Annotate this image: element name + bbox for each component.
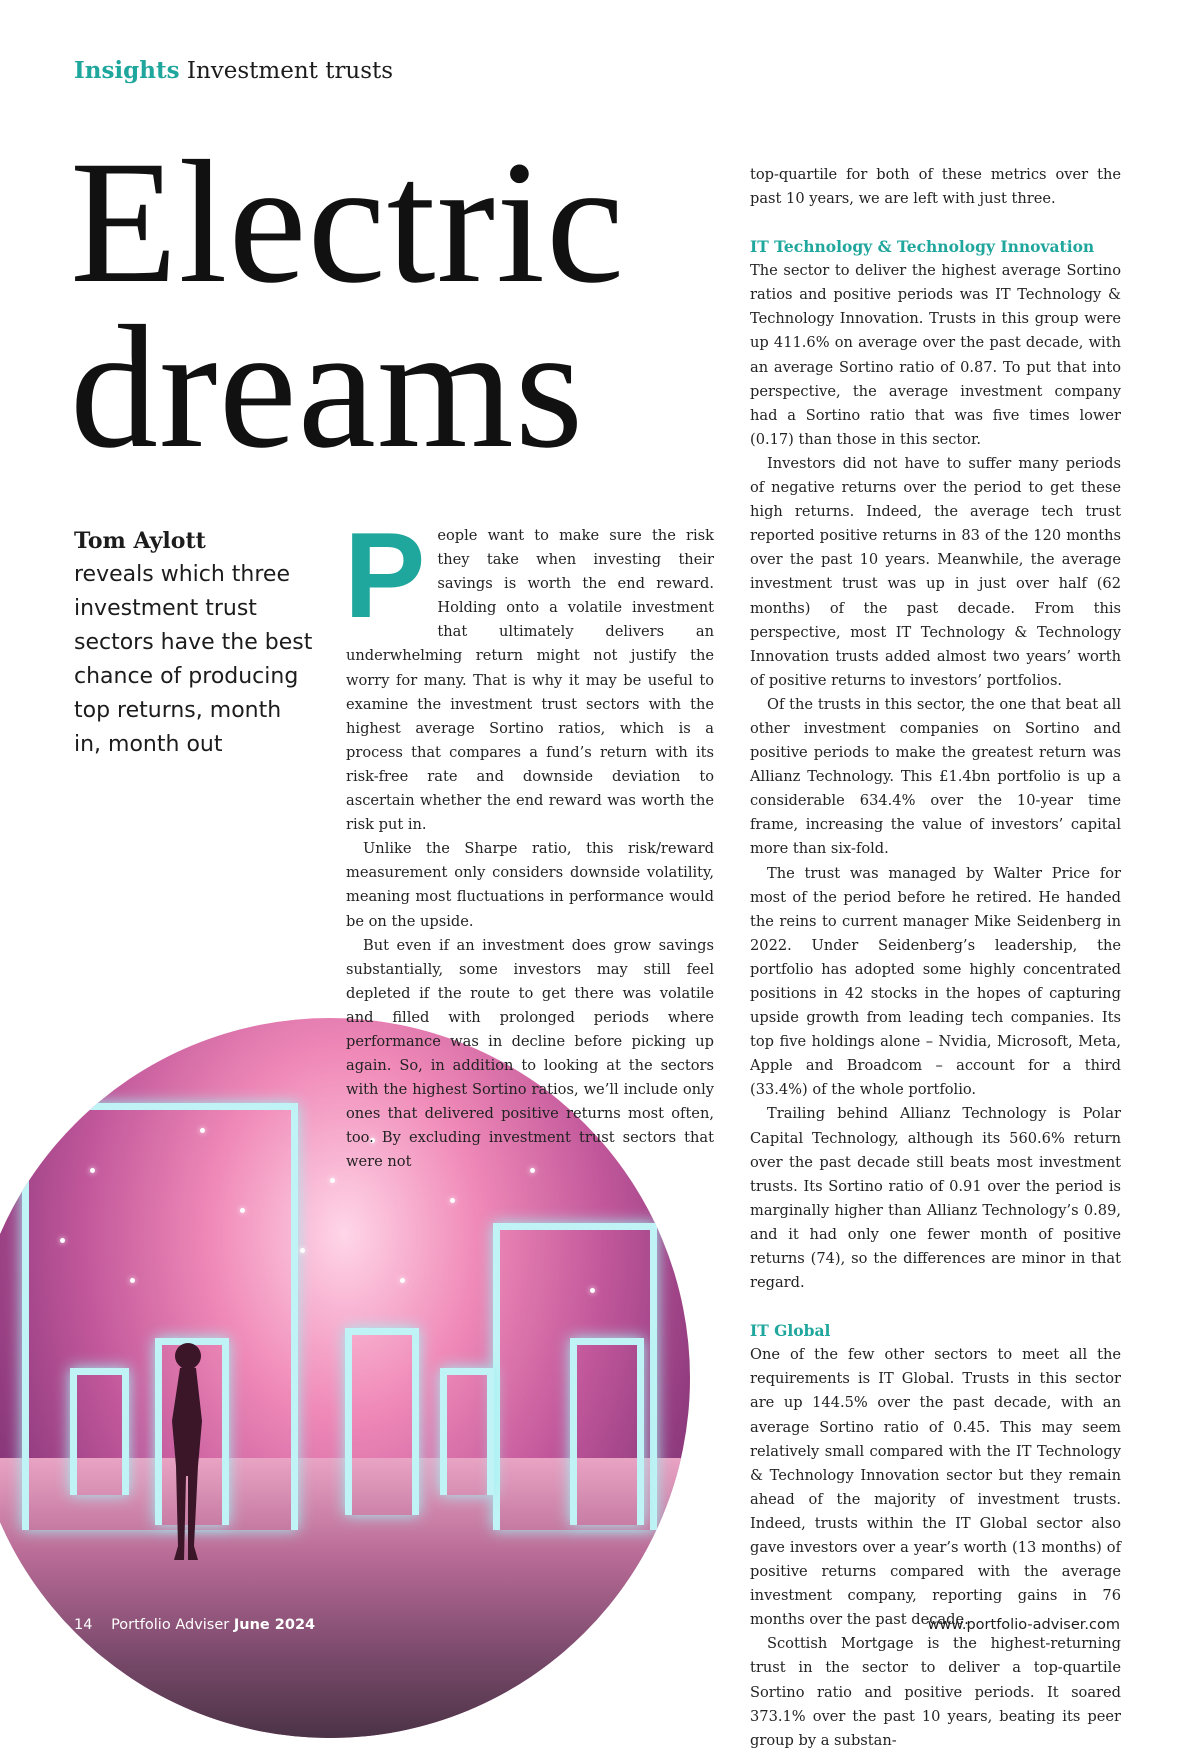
footer-publication	[74, 1617, 315, 1633]
neon-frame-small-3	[570, 1338, 644, 1525]
sparkle	[200, 1128, 205, 1133]
sparkle	[300, 1248, 305, 1253]
sparkle	[590, 1288, 595, 1293]
sparkle	[240, 1208, 245, 1213]
body-paragraph: Trailing behind Allianz Technology is Polar Capital Technology, although its 560.6% return over the past decade still beats most investment trusts. Its Sortino ratio of 0.91 over the period is marginally higher than Allianz Technology’s 0.89, and it had only one fewer month of positive returns (74), so the differences are minor in that regard.	[750, 1105, 1121, 1292]
issue-date: June 2024	[233, 1617, 316, 1633]
body-paragraph: Unlike the Sharpe ratio, this risk/reward measurement only considers downside volatility, meaning most fluctuations in performance would be on the upside.	[346, 840, 714, 930]
body-paragraph: Scottish Mortgage is the highest-returning trust in the sector to deliver a top-quartile Sortino ratio and positive periods. It soared 373.1% over the past 10 years, beating its peer group by a substan-	[750, 1635, 1121, 1749]
headline-line-1: Electric	[70, 125, 626, 320]
page-number: 14	[74, 1617, 93, 1633]
standfirst	[74, 524, 314, 762]
headline	[70, 125, 626, 485]
body-paragraph: top-quartile for both of these metrics over the past 10 years, we are left with just three.	[750, 166, 1121, 208]
standfirst-text: reveals which three investment trust sectors have the best chance of producing top returns, month in, month out	[74, 562, 313, 757]
body-paragraph: Of the trusts in this sector, the one that beat all other investment companies on Sortino and positive periods to make the greatest return was Allianz Technology. This £1.4bn portfolio is up a considerable 634.4% over the 10-year time frame, increasing the value of investors’ capital more than six-fold.	[750, 695, 1121, 858]
section-label	[74, 57, 393, 84]
subheading-it-global: IT Global	[750, 1321, 831, 1341]
body-paragraph: The trust was managed by Walter Price for most of the period before he retired. He handed the reins to current manager Mike Seidenberg in 2022. Under Seidenberg’s leadership, the portfolio has adopted some highly concentrated positions in 42 stocks in the hopes of capturing upside growth from leading tech companies. Its top five holdings alone – Nvidia, Microsoft, Meta, Apple and Broadcom – account for a third (33.4%) of the whole portfolio.	[750, 864, 1121, 1099]
publication-name: Portfolio Adviser	[111, 1617, 230, 1633]
sparkle	[130, 1278, 135, 1283]
footer-url[interactable]: www.portfolio-adviser.com	[927, 1617, 1120, 1633]
headline-line-2: dreams	[70, 290, 585, 485]
body-paragraph: But even if an investment does grow savings substantially, some investors may still feel depleted if the route to get there was volatile and filled with prolonged periods where performance was in decline before picking up again. So, in addition to looking at the sectors with the highest Sortino ratios, we’ll include only ones that delivered positive returns most often, too. By excluding investment trust sectors that were not	[346, 936, 714, 1171]
sparkle	[330, 1178, 335, 1183]
section-topic: Investment trusts	[186, 58, 394, 84]
silhouette-figure	[158, 1336, 218, 1566]
subheading-it-technology: IT Technology & Technology Innovation	[750, 237, 1095, 257]
author-name: Tom Aylott	[74, 528, 206, 554]
drop-cap: P	[344, 507, 426, 643]
sparkle	[400, 1278, 405, 1283]
body-paragraph: The sector to deliver the highest average Sortino ratios and positive periods was IT Technology & Technology Innovation. Trusts in this group were up 411.6% on average over the past decade, with an average Sortino ratio of 0.87. To put that into perspective, the average investment company had a Sortino ratio that was five times lower (0.17) than those in this sector.	[750, 262, 1121, 448]
neon-frame-small-4	[70, 1368, 129, 1495]
body-column-middle	[344, 507, 714, 1175]
body-column-right	[750, 163, 1121, 1753]
neon-frame-small-5	[440, 1368, 494, 1495]
body-paragraph: eople want to make sure the risk they take when investing their savings is worth the end reward. Holding onto a volatile investment that ultimately delivers an underwhelming return might not justify the worry for many. That is why it may be useful to examine the investment trust sectors with the highest average Sortino ratios, which is a process that compares a fund’s return with its risk-free rate and downside deviation to ascertain whether the end reward was worth the risk put in.	[346, 527, 714, 834]
sparkle	[90, 1168, 95, 1173]
section-kicker: Insights	[74, 57, 180, 84]
body-paragraph: Investors did not have to suffer many periods of negative returns over the period to get these high returns. Indeed, the average tech trust reported positive returns in 83 of the 120 months over the past 10 years. Meanwhile, the average investment trust was up in just over half (62 months) of the past decade. From this perspective, most IT Technology & Technology Innovation trusts added almost two years’ worth of positive returns to investors’ portfolios.	[750, 454, 1121, 689]
sparkle	[450, 1198, 455, 1203]
body-paragraph: One of the few other sectors to meet all the requirements is IT Global. Trusts in this sector are up 144.5% over the past decade, with an average Sortino ratio of 0.45. This may seem relatively small compared with the IT Technology & Technology Innovation sector but they remain ahead of the majority of investment trusts. Indeed, trusts within the IT Global sector also gave investors over a year’s worth (13 months) of positive returns compared with the average investment company, reporting gains in 76 months over the past decade.	[750, 1346, 1121, 1629]
sparkle	[60, 1238, 65, 1243]
neon-frame-small-2	[345, 1328, 419, 1515]
